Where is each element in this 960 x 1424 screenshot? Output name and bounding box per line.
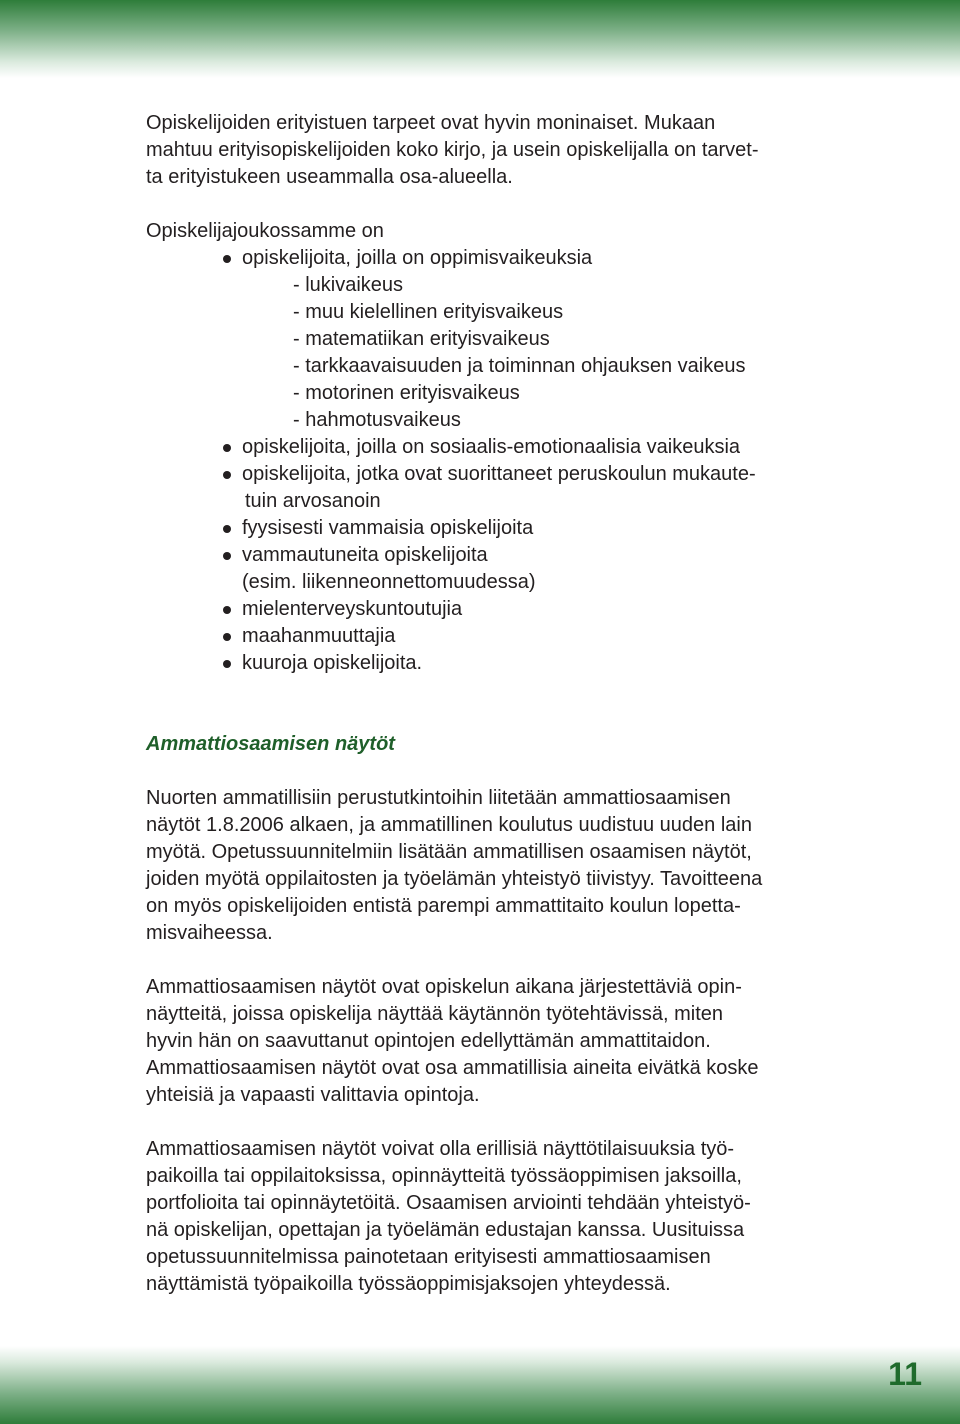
list-item: opiskelijoita, joilla on sosiaalis-emotionaalisia vaikeuksia (146, 434, 846, 461)
paragraph-line: näyttämistä työpaikoilla työssäoppimisjaksojen yhteydessä. (146, 1273, 671, 1295)
paragraph-line: Ammattiosaamisen näytöt ovat opiskelun aikana järjestettäviä opin- (146, 976, 742, 998)
top-green-band (0, 0, 960, 78)
list-item: opiskelijoita, jotka ovat suorittaneet peruskoulun mukaute- (146, 461, 846, 488)
intro-line: ta erityistukeen useammalla osa-alueella. (146, 166, 513, 188)
paragraph-line: nä opiskelijan, opettajan ja työelämän edustajan kanssa. Uusituissa (146, 1219, 745, 1241)
page-number: 11 (888, 1356, 922, 1392)
bottom-green-band (0, 1346, 960, 1424)
sub-item: - matematiikan erityisvaikeus (293, 328, 550, 350)
paragraph-line: näytteitä, joissa opiskelija näyttää käytännön työtehtävissä, miten (146, 1003, 723, 1025)
list-item-continuation: tuin arvosanoin (245, 490, 381, 512)
paragraph-line: on myös opiskelijoiden entistä parempi ammattitaito koulun lopetta- (146, 895, 741, 917)
paragraph-line: yhteisiä ja vapaasti valittavia opintoja. (146, 1084, 480, 1106)
paragraph-line: joiden myötä oppilaitosten ja työelämän yhteistyö tiivistyy. Tavoitteena (146, 868, 763, 890)
section-paragraph-2 (146, 974, 846, 1109)
list-item: vammautuneita opiskelijoita (146, 542, 846, 569)
list-item-continuation: (esim. liikenneonnettomuudessa) (242, 571, 536, 593)
paragraph-line: opetussuunnitelmissa painotetaan erityisesti ammattiosaamisen (146, 1246, 711, 1268)
section-paragraph-1 (146, 785, 846, 947)
list-item: opiskelijoita, joilla on oppimisvaikeuksia (146, 245, 846, 272)
group-lead: Opiskelijajoukossamme on (146, 220, 384, 242)
paragraph-line: Ammattiosaamisen näytöt ovat osa ammatillisia aineita eivätkä koske (146, 1057, 759, 1079)
paragraph-line: misvaiheessa. (146, 922, 273, 944)
intro-paragraph (146, 110, 846, 191)
sub-item: - muu kielellinen erityisvaikeus (293, 301, 564, 323)
paragraph-line: paikoilla tai oppilaitoksissa, opinnäytteitä työssäoppimisen jaksoilla, (146, 1165, 742, 1187)
sub-item: - motorinen erityisvaikeus (293, 382, 520, 404)
list-item: fyysisesti vammaisia opiskelijoita (146, 515, 846, 542)
paragraph-line: myötä. Opetussuunnitelmiin lisätään ammatillisen osaamisen näytöt, (146, 841, 752, 863)
section-paragraph-3 (146, 1136, 846, 1298)
group-list (146, 245, 846, 677)
paragraph-line: portfolioita tai opinnäytetöitä. Osaamisen arviointi tehdään yhteistyö- (146, 1192, 751, 1214)
list-item: kuuroja opiskelijoita. (146, 650, 846, 677)
intro-line: mahtuu erityisopiskelijoiden koko kirjo, ja usein opiskelijalla on tarvet- (146, 139, 759, 161)
intro-line: Opiskelijoiden erityistuen tarpeet ovat hyvin moninaiset. Mukaan (146, 112, 716, 134)
student-groups (146, 218, 846, 677)
paragraph-line: hyvin hän on saavuttanut opintojen edellyttämän ammattitaidon. (146, 1030, 711, 1052)
paragraph-line: näytöt 1.8.2006 alkaen, ja ammatillinen koulutus uudistuu uuden lain (146, 814, 752, 836)
page-content (146, 110, 846, 1325)
sub-item: - hahmotusvaikeus (293, 409, 461, 431)
list-item: maahanmuuttajia (146, 623, 846, 650)
list-item: mielenterveyskuntoutujia (146, 596, 846, 623)
section-heading: Ammattiosaamisen näytöt (146, 733, 395, 755)
sub-item: - lukivaikeus (293, 274, 404, 296)
paragraph-line: Ammattiosaamisen näytöt voivat olla erillisiä näyttötilaisuuksia työ- (146, 1138, 735, 1160)
paragraph-line: Nuorten ammatillisiin perustutkintoihin liitetään ammattiosaamisen (146, 787, 731, 809)
sub-item: - tarkkaavaisuuden ja toiminnan ohjauksen vaikeus (293, 355, 746, 377)
